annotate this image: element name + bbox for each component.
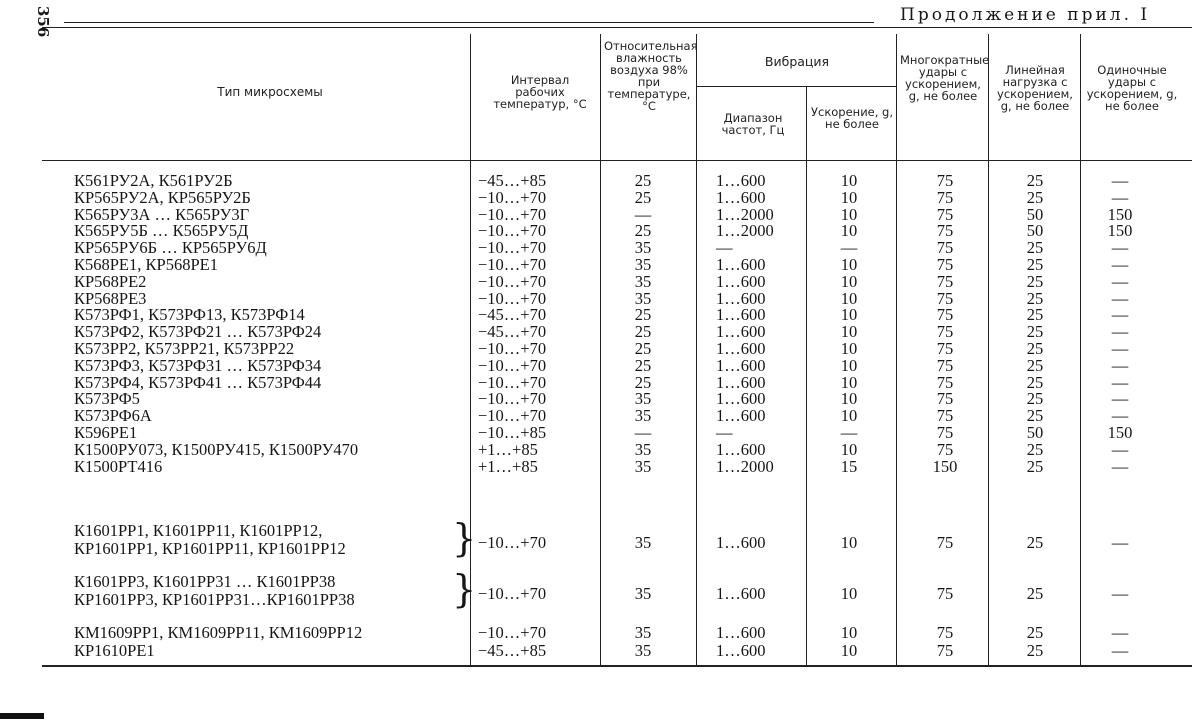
column-divider [1080, 34, 1081, 666]
cell-accel: 10 [840, 188, 858, 207]
header-top-rule [42, 27, 1192, 28]
header-accel: Ускорение, g, не более [810, 105, 894, 131]
cell-single: — [1111, 623, 1129, 642]
chip-type-cell: К573РФ6А [74, 406, 152, 425]
cell-freq: 1…600 [716, 584, 766, 603]
cell-shocks: 75 [936, 339, 954, 358]
column-divider [696, 34, 697, 666]
cell-freq: 1…600 [716, 255, 766, 274]
cell-humidity: 35 [634, 457, 652, 476]
cell-shocks: 75 [936, 623, 954, 642]
cell-freq: 1…600 [716, 289, 766, 308]
cell-temp: −10…+70 [478, 205, 547, 224]
cell-linear: 25 [1026, 457, 1044, 476]
cell-accel: 10 [840, 322, 858, 341]
cell-single: 150 [1107, 423, 1133, 442]
chip-type-cell: КР565РУ6Б … КР565РУ6Д [74, 238, 267, 257]
chip-type-cell: К596РЕ1 [74, 423, 138, 442]
cell-shocks: 75 [936, 373, 954, 392]
corner-mark [0, 713, 44, 719]
cell-shocks: 75 [936, 272, 954, 291]
cell-freq: 1…600 [716, 188, 766, 207]
cell-single: — [1111, 440, 1129, 459]
cell-linear: 25 [1026, 641, 1044, 660]
cell-freq: 1…600 [716, 440, 766, 459]
cell-humidity: 35 [634, 389, 652, 408]
cell-accel: 10 [840, 255, 858, 274]
header-vibration: Вибрация [764, 54, 830, 69]
cell-freq: 1…600 [716, 389, 766, 408]
cell-shocks: 75 [936, 188, 954, 207]
cell-linear: 25 [1026, 373, 1044, 392]
cell-humidity: 25 [634, 305, 652, 324]
continuation-caption: Продолжение прил. I [900, 5, 1151, 25]
cell-linear: 25 [1026, 238, 1044, 257]
cell-freq: 1…600 [716, 171, 766, 190]
chip-type-cell: К565РУ3А … К565РУ3Г [74, 205, 250, 224]
cell-humidity: 35 [634, 533, 652, 552]
cell-humidity: 35 [634, 255, 652, 274]
cell-single: 150 [1107, 221, 1133, 240]
cell-single: — [1111, 322, 1129, 341]
cell-single: — [1111, 373, 1129, 392]
cell-linear: 25 [1026, 339, 1044, 358]
cell-shocks: 75 [936, 641, 954, 660]
cell-single: — [1111, 289, 1129, 308]
cell-shocks: 75 [936, 584, 954, 603]
cell-linear: 25 [1026, 406, 1044, 425]
cell-linear: 25 [1026, 356, 1044, 375]
cell-freq: 1…600 [716, 623, 766, 642]
cell-temp: −10…+70 [478, 221, 547, 240]
cell-linear: 25 [1026, 305, 1044, 324]
cell-temp: −10…+70 [478, 533, 547, 552]
cell-accel: 10 [840, 171, 858, 190]
cell-accel: 10 [840, 356, 858, 375]
header-freq: Диапазон частот, Гц [721, 111, 785, 137]
cell-accel: 10 [840, 641, 858, 660]
cell-freq: 1…600 [716, 305, 766, 324]
chip-type-cell: К1500РУ073, К1500РУ415, К1500РУ470 [74, 440, 359, 459]
cell-temp: +1…+85 [478, 440, 538, 459]
cell-shocks: 75 [936, 305, 954, 324]
cell-linear: 50 [1026, 221, 1044, 240]
cell-temp: −10…+70 [478, 623, 547, 642]
cell-temp: −10…+70 [478, 255, 547, 274]
grouping-brace: } [452, 567, 477, 611]
cell-shocks: 75 [936, 221, 954, 240]
cell-single: — [1111, 255, 1129, 274]
cell-linear: 25 [1026, 188, 1044, 207]
cell-freq: — [716, 238, 733, 257]
cell-temp: −10…+70 [478, 406, 547, 425]
table-bottom-rule [42, 665, 1192, 667]
header-type: Тип микросхемы [217, 85, 323, 99]
grouping-brace: } [452, 516, 477, 560]
cell-freq: 1…600 [716, 406, 766, 425]
column-divider [806, 86, 807, 666]
cell-linear: 50 [1026, 205, 1044, 224]
cell-temp: −45…+70 [478, 322, 547, 341]
chip-type-cell: К568РЕ1, КР568РЕ1 [74, 255, 218, 274]
cell-accel: — [840, 423, 858, 442]
cell-humidity: 25 [634, 221, 652, 240]
cell-shocks: 75 [936, 406, 954, 425]
cell-linear: 25 [1026, 255, 1044, 274]
cell-accel: 10 [840, 221, 858, 240]
cell-freq: 1…600 [716, 339, 766, 358]
cell-accel: 10 [840, 623, 858, 642]
cell-accel: 10 [840, 406, 858, 425]
cell-humidity: 25 [634, 322, 652, 341]
cell-linear: 25 [1026, 584, 1044, 603]
cell-shocks: 75 [936, 171, 954, 190]
cell-accel: 10 [840, 305, 858, 324]
cell-accel: 10 [840, 533, 858, 552]
cell-single: — [1111, 171, 1129, 190]
cell-single: — [1111, 389, 1129, 408]
top-rule [64, 22, 874, 23]
cell-shocks: 150 [932, 457, 958, 476]
cell-single: — [1111, 406, 1129, 425]
cell-shocks: 75 [936, 238, 954, 257]
cell-humidity: — [634, 205, 652, 224]
cell-humidity: 25 [634, 339, 652, 358]
cell-accel: 10 [840, 584, 858, 603]
cell-temp: −10…+85 [478, 423, 547, 442]
cell-single: — [1111, 584, 1129, 603]
cell-single: — [1111, 339, 1129, 358]
column-divider [896, 34, 897, 666]
cell-accel: 10 [840, 272, 858, 291]
cell-humidity: 35 [634, 238, 652, 257]
cell-shocks: 75 [936, 205, 954, 224]
page-number: 356 [34, 6, 52, 38]
chip-type-cell: К573РР2, К573РР21, К573РР22 [74, 339, 295, 358]
chip-type-cell: КМ1609РР1, КМ1609РР11, КМ1609РР12 [74, 623, 363, 642]
cell-shocks: 75 [936, 322, 954, 341]
cell-accel: — [840, 238, 858, 257]
chip-type-cell: КР1601РР1, КР1601РР11, КР1601РР12 [74, 539, 346, 558]
cell-temp: −45…+70 [478, 305, 547, 324]
cell-accel: 10 [840, 373, 858, 392]
header-temp: Интервал рабочих температур, °С [493, 73, 587, 111]
chip-type-cell: К1500РТ416 [74, 457, 163, 476]
cell-accel: 10 [840, 205, 858, 224]
cell-single: — [1111, 188, 1129, 207]
cell-accel: 10 [840, 440, 858, 459]
chip-type-cell: К573РФ5 [74, 389, 140, 408]
cell-temp: −10…+70 [478, 584, 547, 603]
cell-shocks: 75 [936, 440, 954, 459]
cell-temp: −10…+70 [478, 238, 547, 257]
cell-freq: 1…600 [716, 533, 766, 552]
cell-freq: 1…600 [716, 373, 766, 392]
cell-linear: 25 [1026, 533, 1044, 552]
cell-single: — [1111, 272, 1129, 291]
column-divider [600, 34, 601, 666]
column-divider [988, 34, 989, 666]
cell-humidity: 35 [634, 623, 652, 642]
cell-linear: 25 [1026, 623, 1044, 642]
cell-temp: −45…+85 [478, 641, 547, 660]
cell-accel: 10 [840, 389, 858, 408]
chip-type-cell: К573РФ2, К573РФ21 … К573РФ24 [74, 322, 322, 341]
chip-type-cell: К565РУ5Б … К565РУ5Д [74, 221, 249, 240]
cell-humidity: 25 [634, 356, 652, 375]
cell-freq: 1…600 [716, 356, 766, 375]
cell-single: — [1111, 533, 1129, 552]
cell-humidity: 25 [634, 171, 652, 190]
cell-freq: 1…600 [716, 322, 766, 341]
chip-type-cell: К1601РР1, К1601РР11, К1601РР12, [74, 521, 323, 540]
cell-single: — [1111, 238, 1129, 257]
cell-humidity: 25 [634, 373, 652, 392]
cell-freq: 1…2000 [716, 221, 774, 240]
cell-freq: 1…600 [716, 641, 766, 660]
cell-humidity: 35 [634, 272, 652, 291]
chip-type-cell: К1601РР3, К1601РР31 … К1601РР38 [74, 572, 336, 591]
cell-humidity: 35 [634, 440, 652, 459]
header-humidity: Относительная влажность воздуха 98% при температуре, °С [604, 39, 698, 113]
cell-linear: 50 [1026, 423, 1044, 442]
cell-shocks: 75 [936, 533, 954, 552]
chip-type-cell: К573РФ1, К573РФ13, К573РФ14 [74, 305, 305, 324]
header-bottom-rule [42, 160, 1192, 161]
cell-freq: — [716, 423, 733, 442]
cell-single: 150 [1107, 205, 1133, 224]
chip-type-cell: К561РУ2А, К561РУ2Б [74, 171, 233, 190]
cell-linear: 25 [1026, 389, 1044, 408]
cell-temp: −10…+70 [478, 339, 547, 358]
cell-shocks: 75 [936, 423, 954, 442]
cell-humidity: 25 [634, 188, 652, 207]
cell-freq: 1…600 [716, 272, 766, 291]
cell-shocks: 75 [936, 389, 954, 408]
cell-humidity: — [634, 423, 652, 442]
cell-humidity: 35 [634, 406, 652, 425]
cell-linear: 25 [1026, 171, 1044, 190]
cell-shocks: 75 [936, 255, 954, 274]
chip-type-cell: К573РФ3, К573РФ31 … К573РФ34 [74, 356, 322, 375]
cell-accel: 15 [840, 457, 858, 476]
cell-linear: 25 [1026, 322, 1044, 341]
chip-type-cell: КР568РЕ2 [74, 272, 147, 291]
cell-temp: −10…+70 [478, 356, 547, 375]
cell-shocks: 75 [936, 289, 954, 308]
cell-humidity: 35 [634, 641, 652, 660]
cell-humidity: 35 [634, 289, 652, 308]
cell-linear: 25 [1026, 440, 1044, 459]
cell-humidity: 35 [634, 584, 652, 603]
cell-temp: −10…+70 [478, 272, 547, 291]
cell-temp: −10…+70 [478, 289, 547, 308]
chip-type-cell: К573РФ4, К573РФ41 … К573РФ44 [74, 373, 322, 392]
cell-single: — [1111, 641, 1129, 660]
cell-temp: −10…+70 [478, 373, 547, 392]
cell-single: — [1111, 457, 1129, 476]
cell-accel: 10 [840, 289, 858, 308]
cell-linear: 25 [1026, 272, 1044, 291]
cell-temp: −10…+70 [478, 389, 547, 408]
chip-type-cell: КР565РУ2А, КР565РУ2Б [74, 188, 251, 207]
header-shocks: Многократные удары с ускорением, g, не более [900, 53, 990, 103]
cell-temp: −10…+70 [478, 188, 547, 207]
cell-temp: +1…+85 [478, 457, 538, 476]
vibration-subheader-rule [696, 86, 896, 87]
header-linear: Линейная нагрузка с ускорением, g, не более [997, 63, 1073, 113]
cell-accel: 10 [840, 339, 858, 358]
cell-temp: −45…+85 [478, 171, 547, 190]
cell-single: — [1111, 305, 1129, 324]
cell-single: — [1111, 356, 1129, 375]
cell-linear: 25 [1026, 289, 1044, 308]
cell-freq: 1…2000 [716, 457, 774, 476]
cell-shocks: 75 [936, 356, 954, 375]
cell-freq: 1…2000 [716, 205, 774, 224]
header-single: Одиночные удары с ускорением, g, не более [1086, 63, 1178, 113]
chip-type-cell: КР1610РЕ1 [74, 641, 155, 660]
chip-type-cell: КР1601РР3, КР1601РР31…КР1601РР38 [74, 590, 355, 609]
chip-type-cell: КР568РЕ3 [74, 289, 147, 308]
